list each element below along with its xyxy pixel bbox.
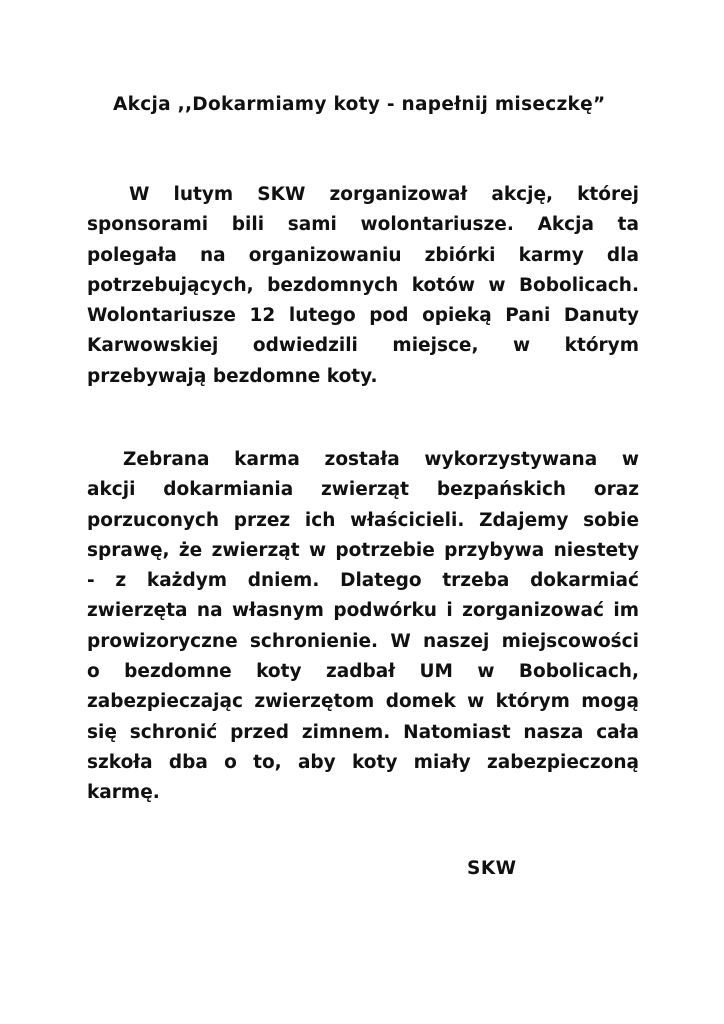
paragraph-line: Wolontariusze 12 lutego pod opieką Pani Danuty — [87, 305, 639, 327]
paragraph-line: przebywają bezdomne koty. — [87, 365, 378, 387]
paragraph-line: akcji dokarmiania zwierząt bezpańskich oraz — [87, 479, 639, 501]
paragraph-line: zwierzęta na własnym podwórku i zorganizować im — [87, 600, 639, 622]
paragraph-line: o bezdomne koty zadbał UM w Bobolicach, — [87, 661, 639, 683]
paragraph-line: porzuconych przez ich właścicieli. Zdajemy sobie — [87, 509, 639, 531]
paragraph-line: W lutym SKW zorganizował akcję, której — [129, 184, 639, 205]
paragraph-1 — [87, 180, 639, 392]
paragraph-line: sponsorami bili sami wolontariusze. Akcja ta — [87, 214, 639, 236]
paragraph-line: potrzebujących, bezdomnych kotów w Bobolicach. — [87, 274, 639, 296]
paragraph-line: polegała na organizowaniu zbiórki karmy dla — [87, 244, 639, 266]
paragraph-line: szkoła dba o to, aby koty miały zabezpieczoną — [87, 751, 639, 773]
paragraph-line: zabezpieczając zwierzętom domek w którym mogą — [87, 691, 639, 713]
paragraph-line: karmę. — [87, 782, 160, 804]
paragraph-line: sprawę, że zwierząt w potrzebie przybywa niestety — [87, 539, 639, 561]
document-title: Akcja ,,Dokarmiamy koty - napełnij miseczkę” — [113, 94, 606, 115]
paragraph-line: - z każdym dniem. Dlatego trzeba dokarmiać — [87, 570, 639, 592]
paragraph-line: się schronić przed zimnem. Natomiast nasza cała — [87, 721, 639, 743]
paragraph-line: prowizoryczne schronienie. W naszej miejscowości — [87, 630, 639, 652]
signature: SKW — [467, 858, 517, 879]
paragraph-2 — [87, 445, 639, 809]
paragraph-line: Zebrana karma została wykorzystywana w — [123, 449, 639, 470]
paragraph-line: Karwowskiej odwiedzili miejsce, w którym — [87, 335, 639, 357]
